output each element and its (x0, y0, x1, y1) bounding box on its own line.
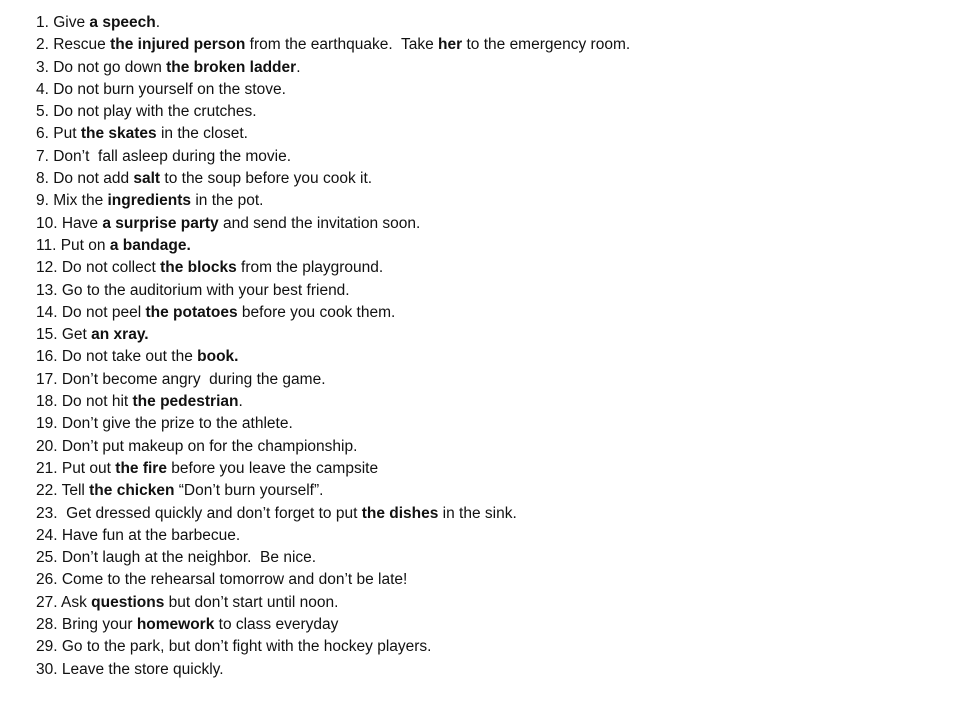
sentence-line (36, 346, 936, 368)
bold-phrase: a bandage. (109, 236, 191, 254)
sentence-text: 19. Don’t give the prize to the athlete. (36, 415, 293, 433)
sentence-text: 27. Ask (36, 593, 92, 611)
sentence-line (36, 659, 936, 681)
sentence-line (36, 592, 936, 614)
bold-phrase: the chicken (89, 482, 175, 500)
bold-phrase: the skates (80, 125, 157, 143)
bold-phrase: the pedestrian (132, 393, 239, 411)
sentence-line (36, 280, 936, 302)
sentence-line (36, 101, 936, 123)
sentence-text: 3. Do not go down (36, 58, 167, 76)
bold-phrase: the potatoes (145, 303, 238, 321)
sentence-list (36, 12, 936, 681)
sentence-text: before you cook them. (237, 303, 396, 321)
sentence-text: 5. Do not play with the crutches. (36, 103, 257, 121)
sentence-text: 23. Get dressed quickly and don’t forget to put (36, 504, 362, 522)
sentence-text: in the pot. (191, 192, 264, 210)
sentence-text: 28. Bring your (36, 616, 137, 634)
sentence-text: 24. Have fun at the barbecue. (36, 526, 241, 544)
sentence-text: 29. Go to the park, but don’t fight with the hockey players. (36, 638, 432, 656)
sentence-line (36, 525, 936, 547)
sentence-line (36, 503, 936, 525)
sentence-text: 21. Put out (36, 459, 116, 477)
sentence-text: . (155, 14, 161, 31)
sentence-text: in the closet. (156, 125, 248, 143)
sentence-text: 14. Do not peel (36, 303, 146, 321)
sentence-line (36, 324, 936, 346)
bold-phrase: ingredients (107, 192, 192, 210)
sentence-line (36, 436, 936, 458)
sentence-text: 12. Do not collect (36, 259, 161, 277)
sentence-line (36, 12, 936, 34)
sentence-line (36, 57, 936, 79)
sentence-text: 2. Rescue (36, 36, 111, 54)
bold-phrase: a speech (89, 14, 156, 31)
bold-phrase: book. (197, 348, 239, 366)
sentence-text: . (296, 58, 301, 76)
sentence-text: from the earthquake. Take (245, 36, 439, 54)
sentence-text: 9. Mix the (36, 192, 108, 210)
sentence-line (36, 302, 936, 324)
sentence-line (36, 168, 936, 190)
bold-phrase: the broken ladder (166, 58, 297, 76)
bold-phrase: the dishes (361, 504, 439, 522)
sentence-text: 8. Do not add (36, 170, 134, 188)
bold-phrase: homework (136, 616, 215, 634)
sentence-line (36, 480, 936, 502)
sentence-line (36, 547, 936, 569)
sentence-text: to the soup before you cook it. (160, 170, 373, 188)
sentence-text: 1. Give (36, 14, 90, 31)
sentence-text: 22. Tell (36, 482, 90, 500)
sentence-line (36, 79, 936, 101)
sentence-line (36, 257, 936, 279)
sentence-text: but don’t start until noon. (164, 593, 339, 611)
bold-phrase: the injured person (110, 36, 246, 54)
sentence-line (36, 614, 936, 636)
sentence-line (36, 413, 936, 435)
sentence-text: 4. Do not burn yourself on the stove. (36, 80, 286, 98)
sentence-text: before you leave the campsite (166, 459, 379, 477)
sentence-text: 25. Don’t laugh at the neighbor. Be nice. (36, 549, 317, 567)
bold-phrase: the fire (115, 459, 167, 477)
bold-phrase: salt (133, 170, 161, 188)
sentence-text: 26. Come to the rehearsal tomorrow and don’t be late! (36, 571, 408, 589)
sentence-text: from the playground. (236, 259, 384, 277)
sentence-text: 7. Don’t fall asleep during the movie. (36, 147, 292, 165)
bold-phrase: questions (91, 593, 165, 611)
sentence-text: . (238, 393, 243, 411)
sentence-line (36, 235, 936, 257)
sentence-line (36, 34, 936, 56)
sentence-text: 20. Don’t put makeup on for the championship. (36, 437, 358, 455)
sentence-line (36, 369, 936, 391)
sentence-line (36, 458, 936, 480)
sentence-line (36, 391, 936, 413)
sentence-text: “Don’t burn yourself”. (174, 482, 324, 500)
sentence-text: 18. Do not hit (36, 393, 133, 411)
bold-phrase: the blocks (160, 259, 237, 277)
sentence-text: in the sink. (438, 504, 517, 522)
sentence-text: 16. Do not take out the (36, 348, 198, 366)
sentence-text: 13. Go to the auditorium with your best friend. (36, 281, 350, 299)
sentence-text: 11. Put on (36, 236, 110, 254)
sentence-text: to class everyday (214, 616, 339, 634)
bold-phrase: her (438, 36, 463, 54)
sentence-text: to the emergency room. (462, 36, 631, 54)
sentence-line (36, 213, 936, 235)
sentence-text: 6. Put (36, 125, 81, 143)
sentence-text: 15. Get (36, 326, 92, 344)
sentence-line (36, 123, 936, 145)
sentence-line (36, 569, 936, 591)
sentence-line (36, 146, 936, 168)
sentence-text: 17. Don’t become angry during the game. (36, 370, 326, 388)
sentence-line (36, 190, 936, 212)
sentence-text: and send the invitation soon. (218, 214, 421, 232)
sentence-text: 30. Leave the store quickly. (36, 660, 224, 678)
bold-phrase: an xray. (91, 326, 149, 344)
sentence-text: 10. Have (36, 214, 103, 232)
sentence-line (36, 636, 936, 658)
bold-phrase: a surprise party (102, 214, 219, 232)
